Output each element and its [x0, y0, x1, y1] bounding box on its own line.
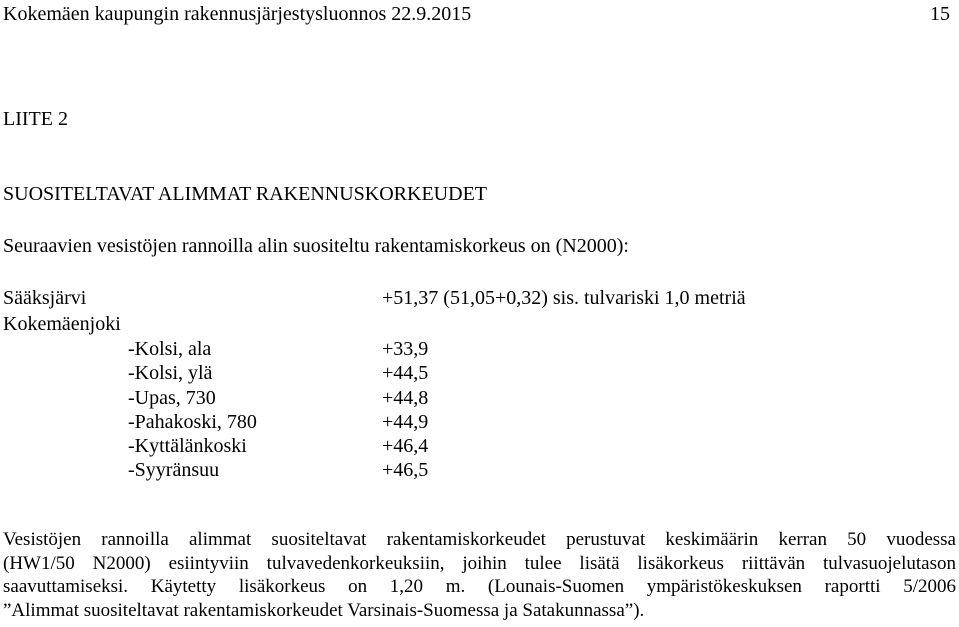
- intro-text: Seuraavien vesistöjen rannoilla alin suositeltu rakentamiskorkeus on (N2000):: [3, 235, 629, 257]
- location-height-value: +46,4: [382, 435, 429, 458]
- river-name: Kokemäenjoki: [3, 313, 121, 335]
- location-height-value: +33,9: [382, 338, 429, 360]
- lake-height-value: +51,37 (51,05+0,32) sis. tulvariski 1,0 metriä: [382, 287, 746, 309]
- location-height-value: +44,5: [382, 362, 429, 385]
- location-name: -Kolsi, ala: [128, 338, 212, 360]
- paragraph-line: ”Alimmat suositeltavat rakentamiskorkeudet Varsinais-Suomessa ja Satakunnassa”).: [3, 599, 645, 621]
- paragraph-line: saavuttamiseksi. Käytetty lisäkorkeus on 1,20 m. (Lounais-Suomen ympäristökeskuksen raportti 5/2006: [3, 576, 956, 597]
- lake-name: Sääksjärvi: [3, 287, 87, 309]
- location-height-value: +44,8: [382, 386, 429, 409]
- paragraph-line: (HW1/50 N2000) esiintyviin tulvavedenkorkeuksiin, joihin tulee lisätä lisäkorkeus riittävän tulvasuojelutason: [3, 552, 956, 574]
- location-name: -Pahakoski, 780: [128, 410, 257, 433]
- explanation-paragraph: [3, 528, 956, 622]
- river-height-list: [382, 339, 428, 485]
- location-height-value: +46,5: [382, 459, 429, 482]
- location-height-value: +44,9: [382, 410, 429, 433]
- appendix-label: LIITE 2: [3, 108, 68, 130]
- location-name: -Syyränsuu: [128, 459, 220, 482]
- location-name: -Kolsi, ylä: [128, 362, 213, 385]
- river-location-list: [128, 339, 257, 485]
- location-name: -Kyttälänkoski: [128, 435, 247, 458]
- section-heading: SUOSITELTAVAT ALIMMAT RAKENNUSKORKEUDET: [3, 183, 488, 205]
- page-number: 15: [930, 3, 950, 25]
- paragraph-line: Vesistöjen rannoilla alimmat suositeltavat rakentamiskorkeudet perustuvat keskimäärin kerran 50 vuodessa: [3, 529, 956, 550]
- location-name: -Upas, 730: [128, 386, 216, 409]
- document-header-title: Kokemäen kaupungin rakennusjärjestysluonnos 22.9.2015: [3, 3, 472, 25]
